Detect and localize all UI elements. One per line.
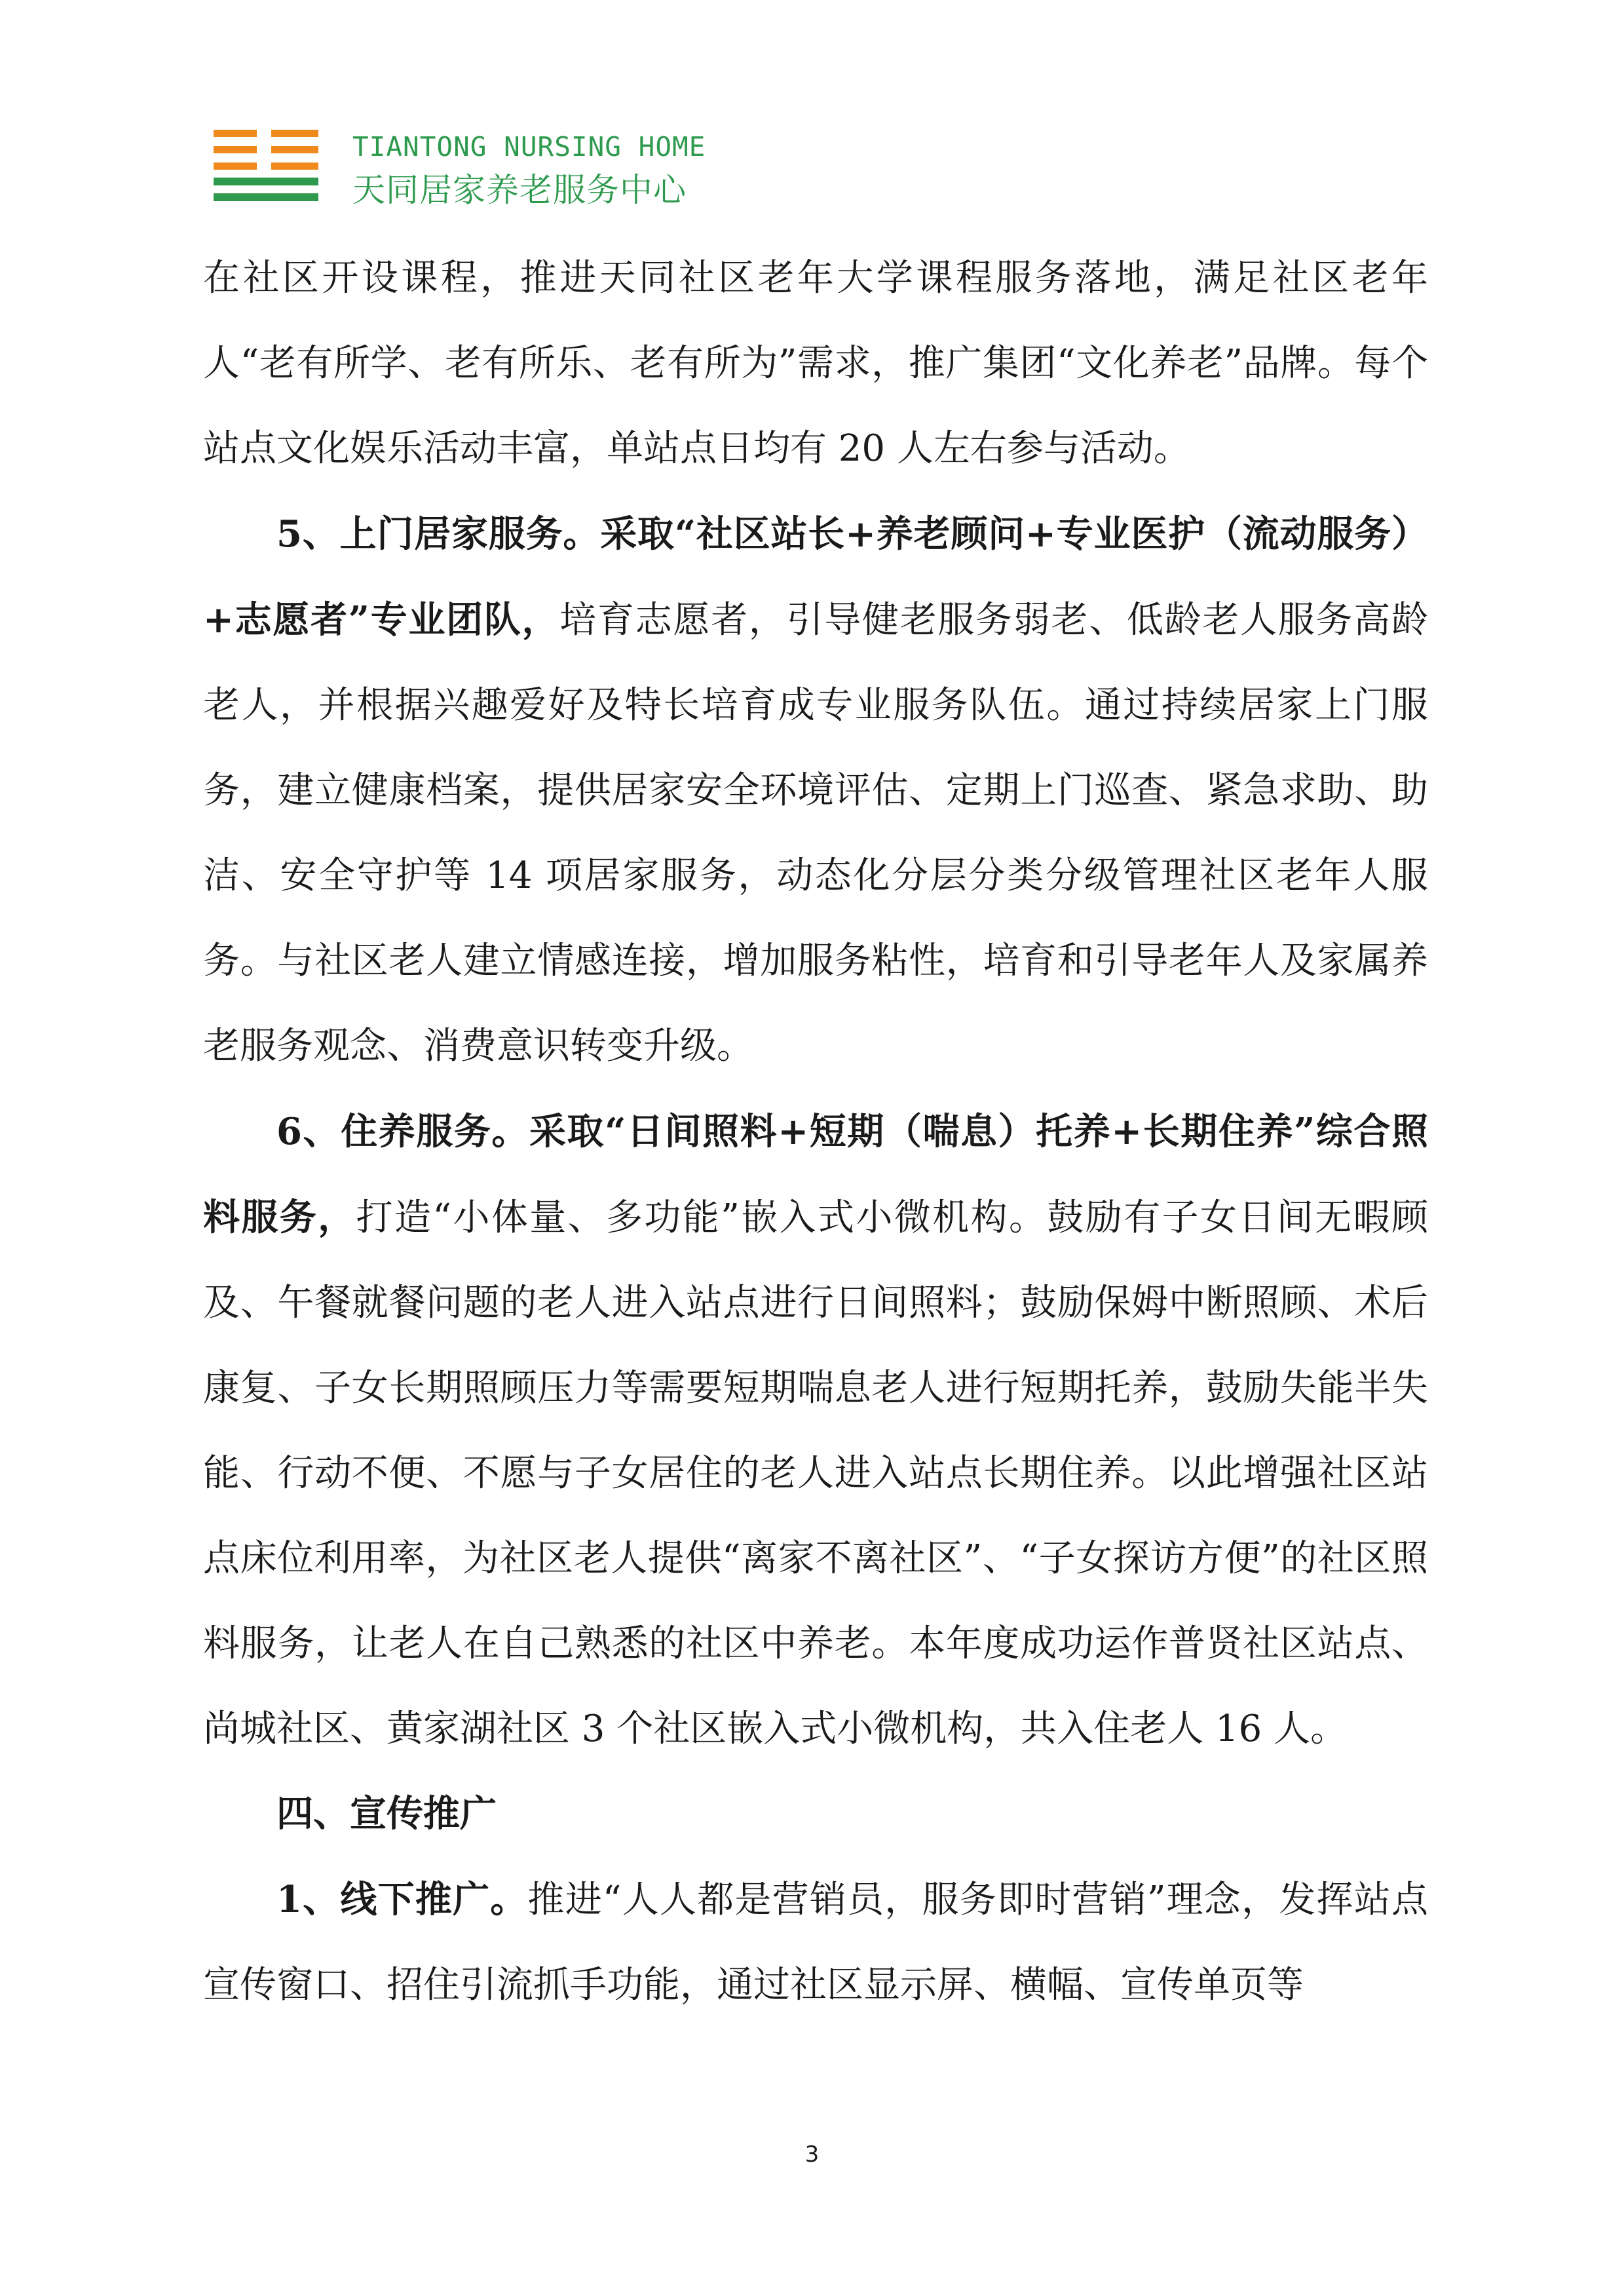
home-service-heading: 5、上门居家服务。采取“社区站长+养老顾问+专业医护（流动服务）+志愿者”专业团队， [203, 512, 1428, 641]
paragraph-residential-care [203, 1089, 1428, 1772]
residential-care-text: 打造“小体量、多功能”嵌入式小微机构。鼓励有子女日间无暇顾及、午餐就餐问题的老人进入站点进行日间照料；鼓励保姆中断照顾、术后康复、子女长期照顾压力等需要短期喘息老人进行短期托养，鼓励失能半失能、行动不便、不愿与子女居住的老人进入站点长期住养。以此增强社区站点床位利用率，为社区老人提供“离家不离社区”、“子女探访方便”的社区照料服务，让老人在自己熟悉的社区中养老。本年度成功运作普贤社区站点、尚城社区、黄家湖社区 3 个社区嵌入式小微机构，共入住老人 16 人。 [203, 1196, 1428, 1750]
page-number: 3 [804, 2141, 820, 2168]
logo-bar [214, 130, 257, 137]
residential-care-heading: 6、住养服务。采取“日间照料+短期（喘息）托养+长期住养”综合照料服务， [203, 1110, 1428, 1239]
logo-text-en: TIANTONG NURSING HOME [352, 131, 706, 163]
logo-bar [214, 193, 318, 201]
page-header [214, 124, 803, 216]
offline-promotion-heading: 1、线下推广。 [276, 1878, 528, 1921]
logo-bar [214, 163, 257, 170]
logo-text-zh: 天同居家养老服务中心 [352, 171, 687, 209]
logo-bar [271, 130, 318, 137]
paragraph-culture-courses: 在社区开设课程，推进天同社区老年大学课程服务落地，满足社区老年人“老有所学、老有所乐、老有所为”需求，推广集团“文化养老”品牌。每个站点文化娱乐活动丰富，单站点日均有 20 人左右参与活动。 [203, 257, 1428, 470]
offline-promotion-text: 推进“人人都是营销员，服务即时营销”理念，发挥站点宣传窗口、招住引流抓手功能，通过社区显示屏、横幅、宣传单页等 [203, 1879, 1428, 2006]
logo-bar [214, 146, 257, 153]
document-body [203, 236, 1428, 2028]
logo-bar [271, 146, 318, 153]
tiantong-logo-icon [214, 130, 318, 205]
paragraph-offline-promotion [203, 1857, 1428, 2028]
home-service-text: 培育志愿者，引导健老服务弱老、低龄老人服务高龄老人，并根据兴趣爱好及特长培育成专业服务队伍。通过持续居家上门服务，建立健康档案，提供居家安全环境评估、定期上门巡查、紧急求助、助洁、安全守护等 14 项居家服务，动态化分层分类分级管理社区老年人服务。与社区老人建立情感连接，增加服务粘性，培育和引导老年人及家属养老服务观念、消费意识转变升级。 [203, 599, 1428, 1067]
section-heading-promotion: 四、宣传推广 [276, 1793, 497, 1835]
logo-bar [271, 163, 318, 170]
logo-bar [214, 178, 318, 185]
paragraph-home-service [203, 491, 1428, 1089]
